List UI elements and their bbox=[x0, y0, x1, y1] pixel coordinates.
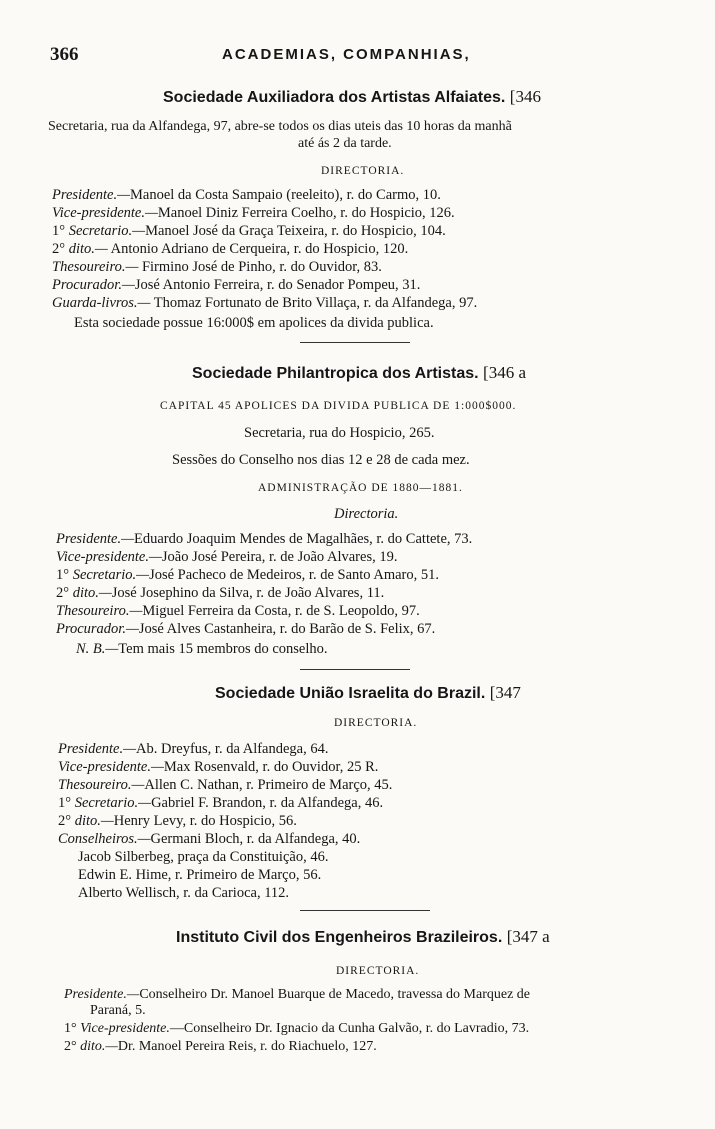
member-row: Vice-presidente.—Manoel Diniz Ferreira Coelho, r. do Hospicio, 126. bbox=[52, 205, 455, 221]
member-row: Thesoureiro.— Firmino José de Pinho, r. do Ouvidor, 83. bbox=[52, 259, 382, 275]
section-subheading: DIRECTORIA. bbox=[321, 165, 405, 177]
member-row: Conselheiros.—Germani Bloch, r. da Alfandega, 40. bbox=[58, 831, 361, 847]
member-row: 2° dito.—Dr. Manoel Pereira Reis, r. do Riachuelo, 127. bbox=[64, 1039, 377, 1054]
member-row: 1° Secretario.—Gabriel F. Brandon, r. da Alfandega, 46. bbox=[58, 795, 384, 811]
section-heading: Sociedade Auxiliadora dos Artistas Alfaiates. [346 bbox=[163, 87, 541, 106]
secretaria-line: Secretaria, rua do Hospicio, 265. bbox=[244, 425, 435, 441]
section-divider bbox=[300, 342, 410, 343]
member-row: Presidente.—Eduardo Joaquim Mendes de Magalhães, r. do Cattete, 73. bbox=[56, 531, 473, 547]
page-header bbox=[50, 44, 675, 70]
member-row: Jacob Silberbeg, praça da Constituição, 46. bbox=[78, 849, 329, 865]
member-row: 2° dito.—José Josephino da Silva, r. de João Alvares, 11. bbox=[56, 585, 385, 601]
member-row: Alberto Wellisch, r. da Carioca, 112. bbox=[78, 885, 290, 901]
section-heading: Sociedade União Israelita do Brazil. [347 bbox=[215, 683, 521, 702]
page-number: 366 bbox=[50, 44, 79, 65]
member-row: Presidente.—Conselheiro Dr. Manoel Buarque de Macedo, travessa do Marquez de bbox=[64, 987, 531, 1002]
section-heading: Sociedade Philantropica dos Artistas. [346 a bbox=[192, 363, 527, 382]
member-row: Procurador.—José Antonio Ferreira, r. do Senador Pompeu, 31. bbox=[52, 277, 421, 293]
section-intro: até ás 2 da tarde. bbox=[298, 136, 392, 151]
section-note: N. B.—Tem mais 15 membros do conselho. bbox=[76, 641, 328, 657]
section-subheading: DIRECTORIA. bbox=[336, 965, 420, 977]
member-row: Edwin E. Hime, r. Primeiro de Março, 56. bbox=[78, 867, 322, 883]
member-row: 1° Secretario.—Manoel José da Graça Teixeira, r. do Hospicio, 104. bbox=[52, 223, 446, 239]
member-row: 2° dito.—Henry Levy, r. do Hospicio, 56. bbox=[58, 813, 297, 829]
member-row: Thesoureiro.—Allen C. Nathan, r. Primeiro de Março, 45. bbox=[58, 777, 393, 793]
member-row: Thesoureiro.—Miguel Ferreira da Costa, r. de S. Leopoldo, 97. bbox=[56, 603, 420, 619]
capital-line: CAPITAL 45 APOLICES DA DIVIDA PUBLICA DE 1:000$000. bbox=[160, 400, 517, 412]
member-row: Vice-presidente.—João José Pereira, r. de João Alvares, 19. bbox=[56, 549, 398, 565]
member-row: Procurador.—José Alves Castanheira, r. do Barão de S. Felix, 67. bbox=[56, 621, 436, 637]
section-intro: Secretaria, rua da Alfandega, 97, abre-se todos os dias uteis das 10 horas da manhã bbox=[48, 119, 512, 134]
member-row: Vice-presidente.—Max Rosenvald, r. do Ouvidor, 25 R. bbox=[58, 759, 379, 775]
section-heading: Instituto Civil dos Engenheiros Brazileiros. [347 a bbox=[176, 927, 550, 946]
section-subheading: Directoria. bbox=[334, 506, 399, 522]
section-subheading: DIRECTORIA. bbox=[334, 717, 418, 729]
member-row: 1° Secretario.—José Pacheco de Medeiros, r. de Santo Amaro, 51. bbox=[56, 567, 440, 583]
section-divider bbox=[300, 669, 410, 670]
section-divider bbox=[300, 910, 430, 911]
sessoes-line: Sessões do Conselho nos dias 12 e 28 de cada mez. bbox=[172, 452, 470, 468]
member-row: Guarda-livros.— Thomaz Fortunato de Brito Villaça, r. da Alfandega, 97. bbox=[52, 295, 478, 311]
member-row: Presidente.—Ab. Dreyfus, r. da Alfandega, 64. bbox=[58, 741, 329, 757]
administracao-line: ADMINISTRAÇÃO DE 1880—1881. bbox=[258, 482, 463, 494]
member-row: 1° Vice-presidente.—Conselheiro Dr. Ignacio da Cunha Galvão, r. do Lavradio, 73. bbox=[64, 1021, 530, 1036]
member-row: Paraná, 5. bbox=[90, 1003, 146, 1018]
member-row: Presidente.—Manoel da Costa Sampaio (reeleito), r. do Carmo, 10. bbox=[52, 187, 441, 203]
section-note: Esta sociedade possue 16:000$ em apolices da divida publica. bbox=[74, 315, 434, 331]
running-title: ACADEMIAS, COMPANHIAS, bbox=[222, 46, 471, 63]
member-row: 2° dito.— Antonio Adriano de Cerqueira, r. do Hospicio, 120. bbox=[52, 241, 409, 257]
